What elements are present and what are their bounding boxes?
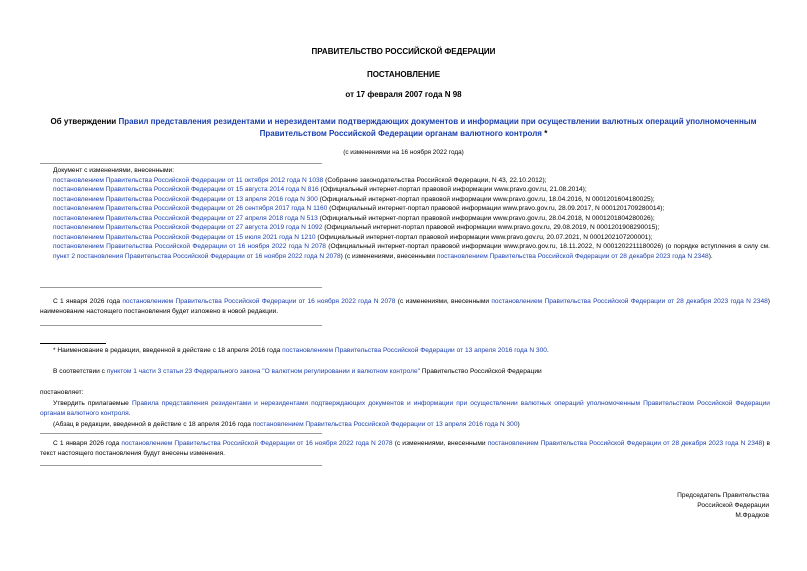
amendment-link[interactable]: постановлением Правительства Российской Федерации от 26 сентября 2017 года N 1160: [53, 205, 328, 213]
footnote-text: * Наименование в редакции, введенной в действие с 18 апреля 2016 года постановлением Правительства Российской Федерации от 13 апреля 2016 года N 300.: [53, 347, 549, 354]
signature-name: М.Фрадков: [735, 512, 769, 520]
signature-block: [677, 491, 769, 522]
basis-paragraph: В соответствии с пунктом 1 части 3 статьи 23 Федерального закона "О валютном регулировании и валютном контроле" Правительство Российской Федерации: [53, 368, 542, 375]
changes-caption: (с изменениями на 16 ноября 2022 года): [343, 149, 464, 156]
amendment-item: постановлением Правительства Российской Федерации от 15 июля 2021 года N 1210 (Официальный интернет-портал правовой информации www.pravo.gov.ru, 20.07.2021, N 0001202107200001);: [53, 233, 653, 241]
note-title-change: С 1 января 2026 года постановлением Правительства Российской Федерации от 16 ноября 2022 года N 2078 (с изменениями, внесенными постановлением Правительства Российской Федерации от 28 декабря 2023 года N 2348) наименование настоящего постановления будет изложено в новой редакции.: [40, 298, 770, 315]
section-divider: [40, 465, 322, 466]
amendment-link[interactable]: постановлением Правительства Российской Федерации от 27 апреля 2018 года N 513: [53, 214, 318, 222]
resolves-text: постановляет:: [40, 389, 84, 396]
amendment-link[interactable]: постановлением Правительства Российской Федерации от 15 августа 2014 года N 816: [53, 186, 319, 194]
section-divider: [40, 433, 322, 434]
section-divider: [40, 163, 322, 164]
amendments-list: [40, 166, 770, 261]
amendment-link[interactable]: постановлением Правительства Российской Федерации от 28 декабря 2023 года N 2348: [436, 252, 709, 260]
amendment-item: постановлением Правительства Российской Федерации от 26 сентября 2017 года N 1160 (Официальный интернет-портал правовой информации www.pravo.gov.ru, 28.09.2017, N 0001201709280014);: [53, 205, 665, 213]
abzac-note: (Абзац в редакции, введенной в действие с 18 апреля 2016 года постановлением Правительства Российской Федерации от 13 апреля 2016 года N 300): [53, 421, 520, 428]
approve-paragraph: Утвердить прилагаемые Правила представления резидентами и нерезидентами подтверждающих документов и информации при осуществлении валютных операций уполномоченным Правительством Российской Федерации органам валютного контроля.: [40, 400, 770, 417]
note-link[interactable]: постановлением Правительства Российской Федерации от 16 ноября 2022 года N 2078: [122, 298, 396, 305]
amendment-item-last: постановлением Правительства Российской Федерации от 16 ноября 2022 года N 2078 (Официальный интернет-портал правовой информации www.pravo.gov.ru, 18.11.2022, N 0001202211180026) (о порядке вступления в силу см. пункт 2 постановления Правительства Российской Федерации от 16 ноября 2022 года N 2078) (с изменениями, внесенными постановлением Правительства Российской Федерации от 28 декабря 2023 года N 2348).: [53, 243, 770, 260]
amendment-link[interactable]: постановлением Правительства Российской Федерации от 15 июля 2021 года N 1210: [53, 233, 316, 241]
amendment-item: постановлением Правительства Российской Федерации от 15 августа 2014 года N 816 (Официальный интернет-портал правовой информации www.pravo.gov.ru, 21.08.2014);: [53, 186, 587, 194]
federal-law-link[interactable]: пунктом 1 части 3 статьи 23 Федерального закона "О валютном регулировании и валютном контроле": [106, 368, 420, 375]
document-date-number: от 17 февраля 2007 года N 98: [345, 90, 462, 99]
amendment-item: постановлением Правительства Российской Федерации от 11 октября 2012 года N 1038 (Собрание законодательства Российской Федерации, N 43, 22.10.2012);: [53, 176, 547, 184]
title-footnote-mark: *: [541, 128, 548, 138]
amendment-link[interactable]: постановлением Правительства Российской Федерации от 13 апреля 2016 года N 300: [53, 195, 318, 203]
footnote-divider: [40, 343, 106, 344]
amendment-item: постановлением Правительства Российской Федерации от 27 августа 2019 года N 1092 (Официальный интернет-портал правовой информации www.pravo.gov.ru, 29.08.2019, N 0001201908290015);: [53, 224, 660, 232]
document-title: [30, 116, 777, 139]
amendment-effective-link[interactable]: пункт 2 постановления Правительства Российской Федерации от 16 ноября 2022 года N 2078: [53, 252, 341, 260]
amendment-link[interactable]: постановлением Правительства Российской Федерации от 27 августа 2019 года N 1092: [53, 224, 323, 232]
note-link[interactable]: постановлением Правительства Российской Федерации от 16 ноября 2022 года N 2078: [121, 440, 393, 447]
amendments-intro: Документ с изменениями, внесенными:: [53, 167, 175, 174]
note-text-change: С 1 января 2026 года постановлением Правительства Российской Федерации от 16 ноября 2022 года N 2078 (с изменениями, внесенными постановлением Правительства Российской Федерации от 28 декабря 2023 года N 2348) в текст настоящего постановления будут внесены изменения.: [40, 440, 771, 457]
title-prefix: Об утверждении: [50, 117, 119, 126]
section-divider: [40, 287, 322, 288]
amendment-link[interactable]: постановлением Правительства Российской Федерации от 11 октября 2012 года N 1038: [53, 176, 324, 184]
signature-position: Председатель Правительства: [677, 492, 769, 499]
amendment-item: постановлением Правительства Российской Федерации от 27 апреля 2018 года N 513 (Официальный интернет-портал правовой информации www.pravo.gov.ru, 28.04.2018, N 0001201804280026);: [53, 214, 655, 222]
note-link[interactable]: постановлением Правительства Российской Федерации от 28 декабря 2023 года N 2348: [491, 298, 768, 305]
government-heading: ПРАВИТЕЛЬСТВО РОССИЙСКОЙ ФЕДЕРАЦИИ: [311, 47, 496, 56]
amendment-item: постановлением Правительства Российской Федерации от 13 апреля 2016 года N 300 (Официальный интернет-портал правовой информации www.pravo.gov.ru, 18.04.2016, N 0001201604180025);: [53, 195, 655, 203]
section-divider: [40, 325, 322, 326]
signature-organization: Российской Федерации: [697, 502, 769, 510]
title-rules-link[interactable]: Правил представления резидентами и нерезидентами подтверждающих документов и информации при осуществлении валютных операций уполномоченным Правительством Российской Федерации органам валютного контроля: [118, 117, 757, 138]
note-link[interactable]: постановлением Правительства Российской Федерации от 28 декабря 2023 года N 2348: [487, 440, 763, 447]
footnote-link[interactable]: постановлением Правительства Российской Федерации от 13 апреля 2016 года N 300: [282, 347, 547, 354]
abzac-link[interactable]: постановлением Правительства Российской Федерации от 13 апреля 2016 года N 300: [252, 421, 518, 428]
approved-rules-link[interactable]: Правила представления резидентами и нерезидентами подтверждающих документов и информации при осуществлении валютных операций уполномоченным Правительством Российской Федерации органам валютного контроля: [40, 400, 770, 417]
amendment-link[interactable]: постановлением Правительства Российской Федерации от 16 ноября 2022 года N 2078: [53, 243, 326, 251]
document-type-heading: ПОСТАНОВЛЕНИЕ: [366, 70, 441, 79]
